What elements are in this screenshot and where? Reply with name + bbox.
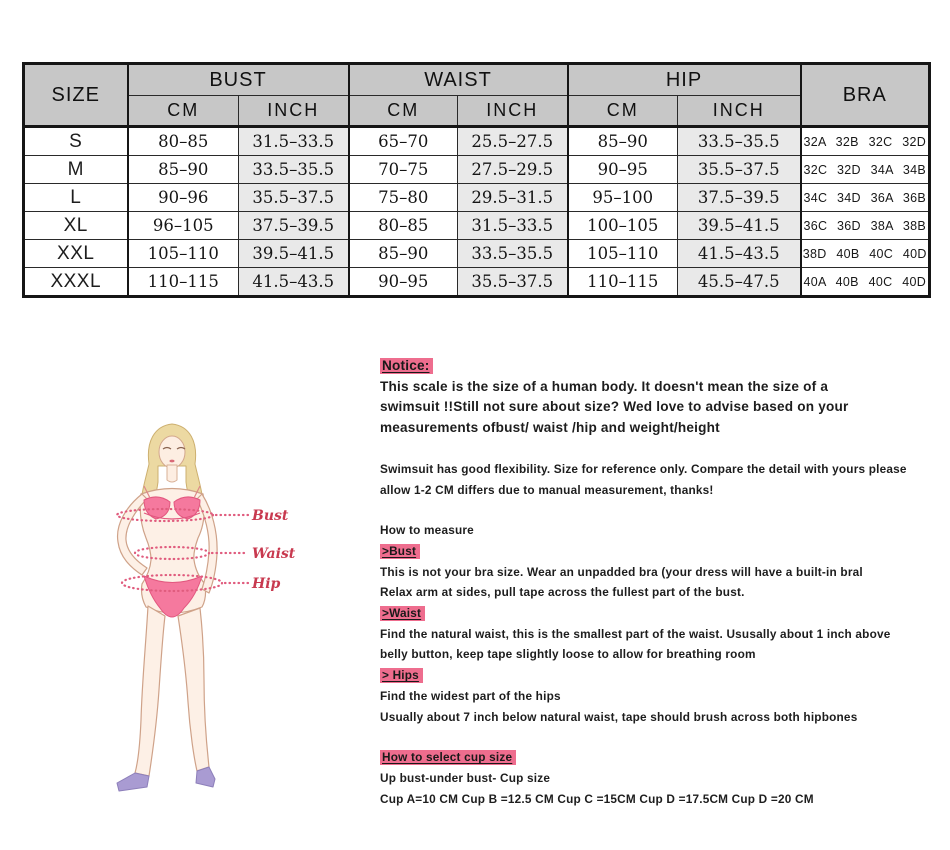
bust-inch-cell: 35.5–37.5 bbox=[239, 184, 349, 212]
bra-cell: 36C 36D 38A 38B bbox=[801, 212, 930, 240]
hip-cm-cell: 85–90 bbox=[568, 127, 678, 156]
header-bust-cm: CM bbox=[128, 96, 239, 127]
header-size: SIZE bbox=[24, 64, 128, 127]
header-hip-cm: CM bbox=[568, 96, 678, 127]
bust-cm-cell: 105–110 bbox=[128, 240, 239, 268]
size-cell: XXXL bbox=[24, 268, 128, 297]
hips-line: Find the widest part of the hips bbox=[380, 688, 561, 703]
header-hip: HIP bbox=[568, 64, 801, 96]
hip-cm-cell: 100–105 bbox=[568, 212, 678, 240]
bust-heading: >Bust bbox=[380, 541, 936, 562]
left-leg bbox=[135, 606, 165, 776]
hip-inch-cell: 41.5–43.5 bbox=[678, 240, 801, 268]
bra-cell: 40A 40B 40C 40D bbox=[801, 268, 930, 297]
bra-cell: 32A 32B 32C 32D bbox=[801, 127, 930, 156]
hips-heading: > Hips bbox=[380, 665, 936, 686]
waist-cm-cell: 90–95 bbox=[349, 268, 458, 297]
body-sketch-svg bbox=[108, 420, 368, 820]
table-row-m bbox=[24, 156, 930, 184]
waist-cm-cell: 80–85 bbox=[349, 212, 458, 240]
waist-cm-cell: 75–80 bbox=[349, 184, 458, 212]
hip-inch-cell: 33.5–35.5 bbox=[678, 127, 801, 156]
notice-line: measurements ofbust/ waist /hip and weight/height bbox=[380, 420, 720, 436]
flexibility-line: allow 1-2 CM differs due to manual measurement, thanks! bbox=[380, 482, 714, 497]
flexibility-line: Swimsuit has good flexibility. Size for reference only. Compare the detail with yours please bbox=[380, 461, 907, 476]
header-bust: BUST bbox=[128, 64, 349, 96]
measurement-figure bbox=[108, 420, 368, 820]
waist-cm-cell: 85–90 bbox=[349, 240, 458, 268]
waist-heading: >Waist bbox=[380, 603, 936, 624]
spacer bbox=[380, 500, 936, 520]
header-waist: WAIST bbox=[349, 64, 568, 96]
waist-inch-cell: 31.5–33.5 bbox=[458, 212, 568, 240]
hip-label: Hip bbox=[252, 576, 281, 592]
sizing-notes bbox=[380, 356, 936, 809]
hips-line: Usually about 7 inch below natural waist, tape should brush across both hipbones bbox=[380, 709, 858, 724]
bust-inch-cell: 33.5–35.5 bbox=[239, 156, 349, 184]
right-leg bbox=[178, 608, 209, 771]
size-cell: L bbox=[24, 184, 128, 212]
bust-cm-cell: 110–115 bbox=[128, 268, 239, 297]
waist-cm-cell: 70–75 bbox=[349, 156, 458, 184]
header-hip-inch: INCH bbox=[678, 96, 801, 127]
cup-size-line: Cup A=10 CM Cup B =12.5 CM Cup C =15CM Cup D =17.5CM Cup D =20 CM bbox=[380, 791, 814, 806]
bust-inch-cell: 31.5–33.5 bbox=[239, 127, 349, 156]
table-row-xxl bbox=[24, 240, 930, 268]
header-waist-cm: CM bbox=[349, 96, 458, 127]
bra-cell: 38D 40B 40C 40D bbox=[801, 240, 930, 268]
notice-line: swimsuit !!Still not sure about size? Wed love to advise based on your bbox=[380, 399, 849, 415]
waist-inch-cell: 27.5–29.5 bbox=[458, 156, 568, 184]
hip-cm-cell: 105–110 bbox=[568, 240, 678, 268]
bust-cm-cell: 80–85 bbox=[128, 127, 239, 156]
cup-size-line: Up bust-under bust- Cup size bbox=[380, 770, 551, 785]
lips bbox=[169, 460, 174, 463]
table-row-xl bbox=[24, 212, 930, 240]
bust-line: This is not your bra size. Wear an unpadded bra (your dress will have a built-in bral bbox=[380, 564, 863, 579]
header-bra: BRA bbox=[801, 64, 930, 127]
size-cell: M bbox=[24, 156, 128, 184]
body-sketch bbox=[117, 424, 217, 791]
size-chart-table bbox=[22, 62, 931, 298]
hip-inch-cell: 45.5–47.5 bbox=[678, 268, 801, 297]
header-waist-inch: INCH bbox=[458, 96, 568, 127]
hip-cm-cell: 90–95 bbox=[568, 156, 678, 184]
spacer bbox=[380, 439, 936, 459]
waist-line: belly button, keep tape slightly loose to allow for breathing room bbox=[380, 647, 756, 662]
table-row-xxxl bbox=[24, 268, 930, 297]
notice-line: This scale is the size of a human body. It doesn't mean the size of a bbox=[380, 378, 829, 394]
right-shoe bbox=[196, 767, 215, 787]
waist-cm-cell: 65–70 bbox=[349, 127, 458, 156]
waist-line: Find the natural waist, this is the smallest part of the waist. Ususally about 1 inch above bbox=[380, 626, 891, 641]
waist-inch-cell: 25.5–27.5 bbox=[458, 127, 568, 156]
waist-inch-cell: 29.5–31.5 bbox=[458, 184, 568, 212]
hip-inch-cell: 37.5–39.5 bbox=[678, 184, 801, 212]
bust-cm-cell: 90–96 bbox=[128, 184, 239, 212]
bust-cm-cell: 85–90 bbox=[128, 156, 239, 184]
bust-inch-cell: 41.5–43.5 bbox=[239, 268, 349, 297]
table-row-l bbox=[24, 184, 930, 212]
hip-inch-cell: 35.5–37.5 bbox=[678, 156, 801, 184]
how-to-measure-heading: How to measure bbox=[380, 523, 474, 538]
size-cell: XXL bbox=[24, 240, 128, 268]
waist-label: Waist bbox=[252, 546, 296, 562]
size-cell: S bbox=[24, 127, 128, 156]
spacer bbox=[380, 727, 936, 747]
table-row-s bbox=[24, 127, 930, 156]
cup-size-heading: How to select cup size bbox=[380, 747, 936, 768]
hip-cm-cell: 95–100 bbox=[568, 184, 678, 212]
bra-cell: 32C 32D 34A 34B bbox=[801, 156, 930, 184]
notice-heading: Notice: bbox=[380, 356, 936, 377]
size-cell: XL bbox=[24, 212, 128, 240]
bust-inch-cell: 39.5–41.5 bbox=[239, 240, 349, 268]
bra-cell: 34C 34D 36A 36B bbox=[801, 184, 930, 212]
bust-cm-cell: 96–105 bbox=[128, 212, 239, 240]
bust-label: Bust bbox=[252, 508, 289, 524]
left-shoe bbox=[117, 773, 149, 791]
bust-line: Relax arm at sides, pull tape across the fullest part of the bust. bbox=[380, 585, 745, 600]
neck bbox=[167, 465, 177, 482]
hip-inch-cell: 39.5–41.5 bbox=[678, 212, 801, 240]
hip-cm-cell: 110–115 bbox=[568, 268, 678, 297]
measure-labels bbox=[251, 508, 296, 592]
face bbox=[159, 436, 185, 468]
waist-inch-cell: 33.5–35.5 bbox=[458, 240, 568, 268]
waist-inch-cell: 35.5–37.5 bbox=[458, 268, 568, 297]
header-bust-inch: INCH bbox=[239, 96, 349, 127]
bust-inch-cell: 37.5–39.5 bbox=[239, 212, 349, 240]
